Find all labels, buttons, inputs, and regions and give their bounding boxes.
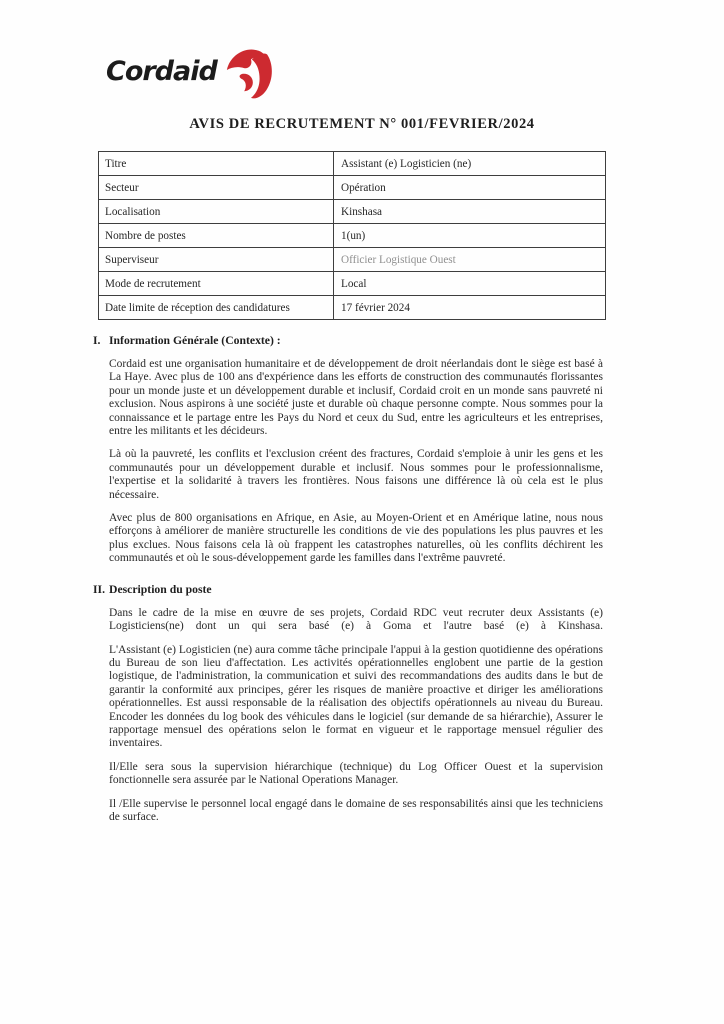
row-value: Officier Logistique Ouest: [334, 248, 606, 272]
document-title: AVIS DE RECRUTEMENT N° 001/FEVRIER/2024: [189, 116, 535, 132]
table-row-date-limite: [99, 296, 606, 320]
table-row-titre: [99, 152, 606, 176]
paragraph: Avec plus de 800 organisations en Afrique, en Asie, au Moyen-Orient et en Amérique latine, nous nous efforçons à améliorer de manière structurelle les conditions de vie des populations les plus pauvres et les plus exclues. Nous faisons cela là où frappent les catastrophes naturelles, où les conflits déchirent les communautés et où le sous-développement garde les familles dans l'extrême pauvreté.: [109, 512, 603, 565]
row-label: Localisation: [99, 200, 334, 224]
row-label: Superviseur: [99, 248, 334, 272]
row-label: Secteur: [99, 176, 334, 200]
job-info-table: [98, 151, 606, 320]
cordaid-logo: [106, 40, 274, 100]
section-description-du-poste: [93, 583, 605, 825]
table-row-mode-de-recrutement: [99, 272, 606, 296]
row-value: Opération: [334, 176, 606, 200]
row-value: Local: [334, 272, 606, 296]
cordaid-logo-text: Cordaid: [106, 56, 217, 87]
paragraph: L'Assistant (e) Logisticien (ne) aura comme tâche principale l'appui à la gestion quotidienne des opérations du Bureau de son lieu d'affectation. Les activités opérationnelles englobent une partie de la gestion logistique, de l'administration, la communication et suivi des recommandations des audits dans le but de garantir la conformité aux principes, gérer les risques de manière proactive et diriger les améliorations opérationnelles. Est aussi responsable de la réalisation des objectifs opérationnels au niveau du Bureau. Encoder les données du log book des véhicules dans le logiciel (sur demande de sa hiérarchie), Assurer le rapportage mensuel des opérations selon le format en vigueur et le rapportage mensuel régulier des inventaires.: [109, 643, 603, 750]
row-value: 17 février 2024: [334, 296, 606, 320]
paragraph: Il /Elle supervise le personnel local engagé dans le domaine de ses responsabilités ainsi que les techniciens de surface.: [109, 797, 603, 823]
table-row-localisation: [99, 200, 606, 224]
row-label: Titre: [99, 152, 334, 176]
section-number: II.: [93, 582, 106, 596]
document-body: [93, 334, 605, 824]
section-title: Information Générale (Contexte) :: [109, 334, 281, 347]
section-number: I.: [93, 334, 101, 347]
table-row-secteur: [99, 176, 606, 200]
paragraph: Il/Elle sera sous la supervision hiérarchique (technique) du Log Officer Ouest et la supervision fonctionnelle sera assurée par le National Operations Manager.: [109, 760, 603, 787]
table-row-nombre-de-postes: [99, 224, 606, 248]
row-value: 1(un): [334, 224, 606, 248]
row-value: Kinshasa: [334, 200, 606, 224]
section-heading: [93, 583, 605, 597]
row-value: Assistant (e) Logisticien (ne): [334, 152, 606, 176]
cordaid-swirl-icon: [224, 42, 274, 100]
paragraph: Dans le cadre de la mise en œuvre de ses projets, Cordaid RDC veut recruter deux Assistants (e) Logisticiens(ne) dont un qui sera basé (e) à Goma et l'autre basé (e) à Kinshasa.: [109, 606, 603, 633]
section-title: Description du poste: [109, 582, 212, 596]
paragraph: Cordaid est une organisation humanitaire et de développement de droit néerlandais dont le siège est basé à La Haye. Avec plus de 100 ans d'expérience dans les efforts de construction des communautés florissantes pour un monde juste et un développement durable et inclusif, Cordaid croit en un monde sans pauvreté ni exclusion. Nous aspirons à une société juste et durable où chaque personne compte. Nous sommes pour la connaissance et le partage entre les Pays du Nord et ceux du Sud, entre les agriculteurs et les entreprises, entre les militants et les décideurs.: [109, 358, 603, 438]
row-label: Date limite de réception des candidatures: [99, 296, 334, 320]
paragraph: Là où la pauvreté, les conflits et l'exclusion créent des fractures, Cordaid s'emploie à unir les gens et les communautés pour un développement durable et inclusif. Nous sommes pour le professionnalisme, l'expertise et la solidarité à travers les frontières. Nous faisons une différence là où cela est le plus nécessaire.: [109, 448, 603, 501]
table-row-superviseur: [99, 248, 606, 272]
section-information-generale: [93, 334, 605, 566]
row-label: Nombre de postes: [99, 224, 334, 248]
row-label: Mode de recrutement: [99, 272, 334, 296]
section-heading: [93, 334, 605, 348]
